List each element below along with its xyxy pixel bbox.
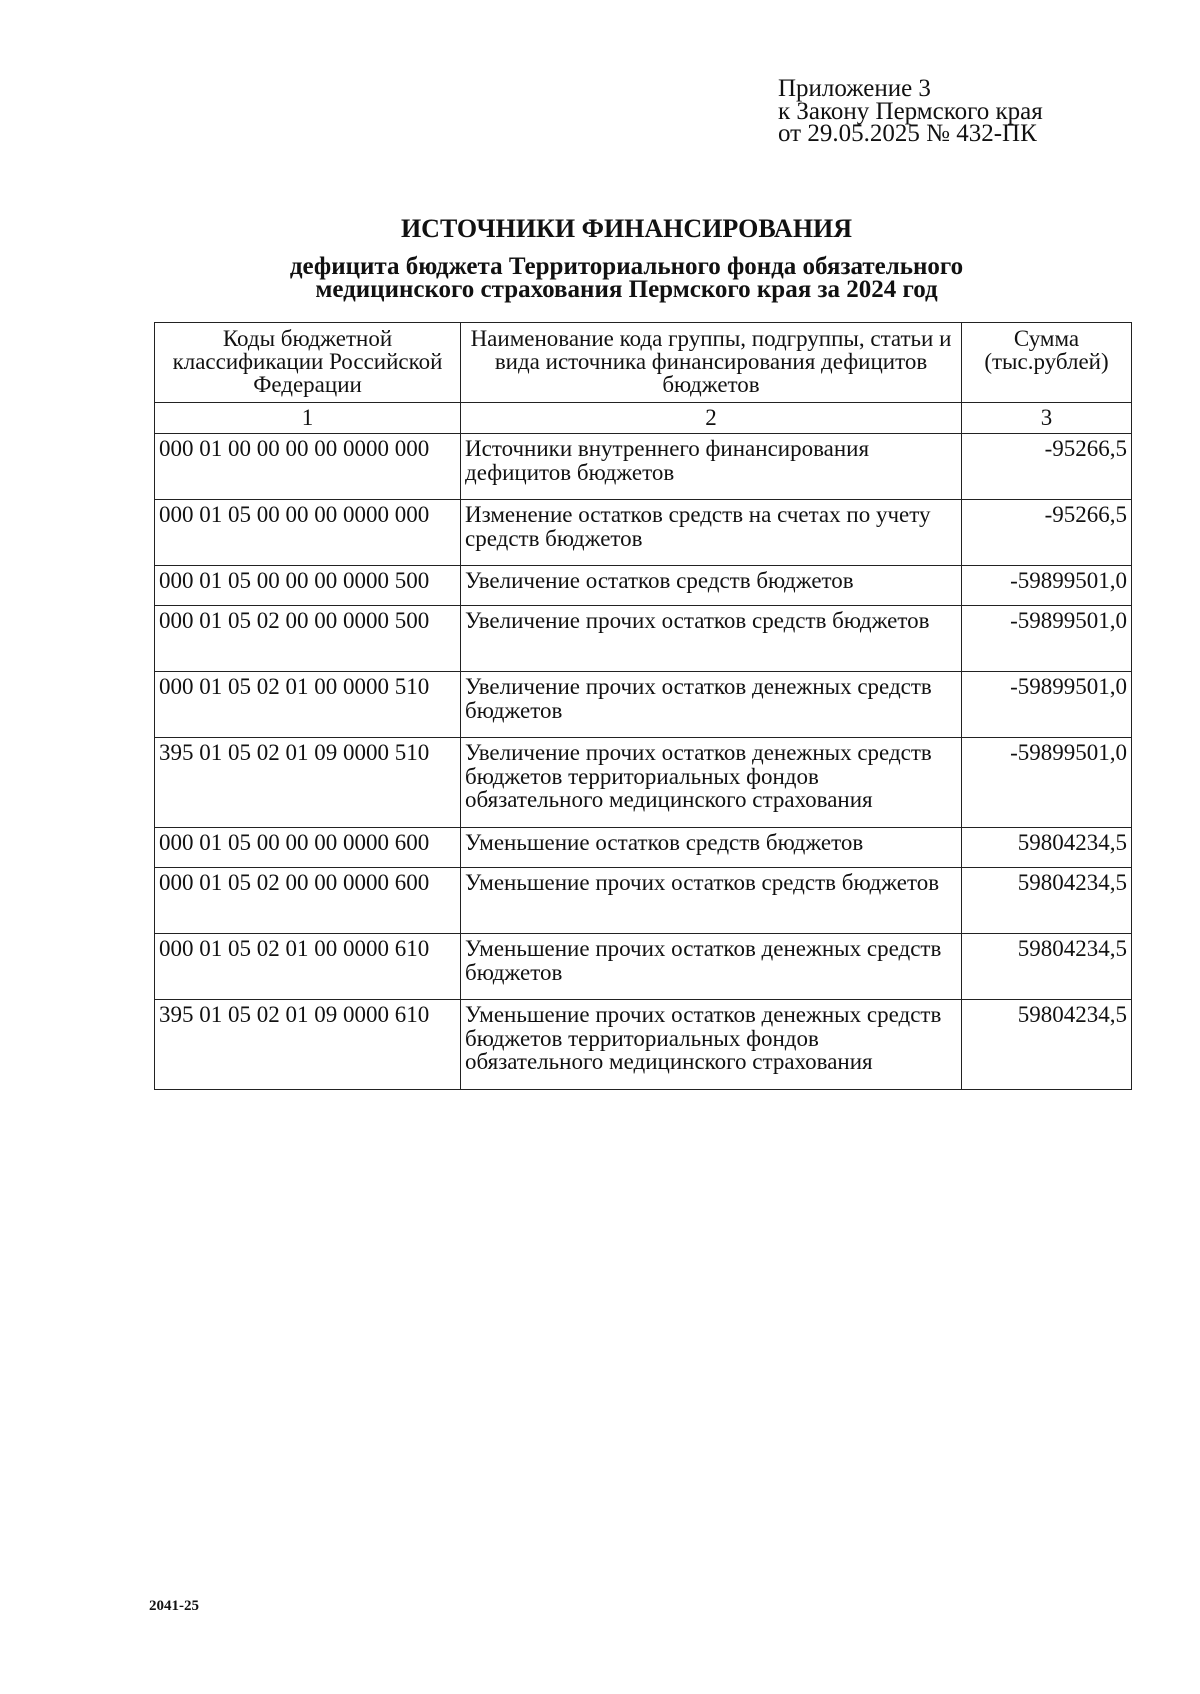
row-code: 000 01 00 00 00 00 0000 000 xyxy=(155,434,461,500)
appendix-line-3: от 29.05.2025 № 432-ПК xyxy=(778,120,1037,147)
row-amount: -59899501,0 xyxy=(962,672,1132,738)
row-code: 000 01 05 02 01 00 0000 510 xyxy=(155,672,461,738)
row-code: 395 01 05 02 01 09 0000 610 xyxy=(155,1000,461,1090)
table-row xyxy=(155,606,1132,672)
header-codes: Коды бюджетной классификации Российской Федерации xyxy=(155,323,461,403)
subtitle-line-1: дефицита бюджета Территориального фонда обязательного xyxy=(289,253,964,280)
subtitle-line-2: медицинского страхования Пермского края за 2024 год xyxy=(315,275,938,303)
header-amount: Сумма (тыс.рублей) xyxy=(962,323,1132,403)
table-row xyxy=(155,500,1132,566)
table-row xyxy=(155,1000,1132,1090)
row-code: 000 01 05 02 01 00 0000 610 xyxy=(155,934,461,1000)
row-amount: -59899501,0 xyxy=(962,606,1132,672)
appendix-line-2: к Закону Пермского края xyxy=(778,97,1043,125)
row-name: Увеличение прочих остатков денежных средств бюджетов территориальных фондов обязательного медицинского страхования xyxy=(461,738,962,828)
document-subtitle xyxy=(0,253,1200,303)
table-row xyxy=(155,566,1132,606)
column-number: 2 xyxy=(461,403,962,434)
table-row xyxy=(155,828,1132,868)
header-name: Наименование кода группы, подгруппы, статьи и вида источника финансирования дефицитов бюджетов xyxy=(461,323,962,403)
table-row xyxy=(155,672,1132,738)
row-code: 000 01 05 00 00 00 0000 600 xyxy=(155,828,461,868)
row-name: Уменьшение прочих остатков денежных средств бюджетов территориальных фондов обязательного медицинского страхования xyxy=(461,1000,962,1090)
row-code: 000 01 05 02 00 00 0000 600 xyxy=(155,868,461,934)
financing-sources-table xyxy=(154,322,1132,1090)
row-code: 000 01 05 00 00 00 0000 000 xyxy=(155,500,461,566)
table-row xyxy=(155,434,1132,500)
row-amount: 59804234,5 xyxy=(962,1000,1132,1090)
row-name: Источники внутреннего финансирования дефицитов бюджетов xyxy=(461,434,962,500)
appendix-line-1: Приложение 3 xyxy=(778,75,931,102)
row-amount: -59899501,0 xyxy=(962,738,1132,828)
table-header-row xyxy=(155,323,1132,403)
table-row xyxy=(155,738,1132,828)
column-number-row xyxy=(155,403,1132,434)
table-row xyxy=(155,868,1132,934)
row-name: Изменение остатков средств на счетах по учету средств бюджетов xyxy=(461,500,962,566)
table-row xyxy=(155,934,1132,1000)
row-amount: 59804234,5 xyxy=(962,934,1132,1000)
document-number: 2041-25 xyxy=(149,1598,199,1614)
column-number: 3 xyxy=(962,403,1132,434)
row-amount: -95266,5 xyxy=(962,500,1132,566)
row-name: Уменьшение прочих остатков средств бюджетов xyxy=(461,868,962,934)
row-name: Увеличение прочих остатков средств бюджетов xyxy=(461,606,962,672)
row-amount: 59804234,5 xyxy=(962,868,1132,934)
appendix-reference xyxy=(778,75,1043,147)
row-code: 000 01 05 00 00 00 0000 500 xyxy=(155,566,461,606)
row-name: Увеличение остатков средств бюджетов xyxy=(461,566,962,606)
row-amount: 59804234,5 xyxy=(962,828,1132,868)
column-number: 1 xyxy=(155,403,461,434)
row-name: Уменьшение прочих остатков денежных средств бюджетов xyxy=(461,934,962,1000)
row-amount: -59899501,0 xyxy=(962,566,1132,606)
row-name: Увеличение прочих остатков денежных средств бюджетов xyxy=(461,672,962,738)
row-name: Уменьшение остатков средств бюджетов xyxy=(461,828,962,868)
row-amount: -95266,5 xyxy=(962,434,1132,500)
row-code: 395 01 05 02 01 09 0000 510 xyxy=(155,738,461,828)
row-code: 000 01 05 02 00 00 0000 500 xyxy=(155,606,461,672)
document-title: ИСТОЧНИКИ ФИНАНСИРОВАНИЯ xyxy=(400,214,853,243)
